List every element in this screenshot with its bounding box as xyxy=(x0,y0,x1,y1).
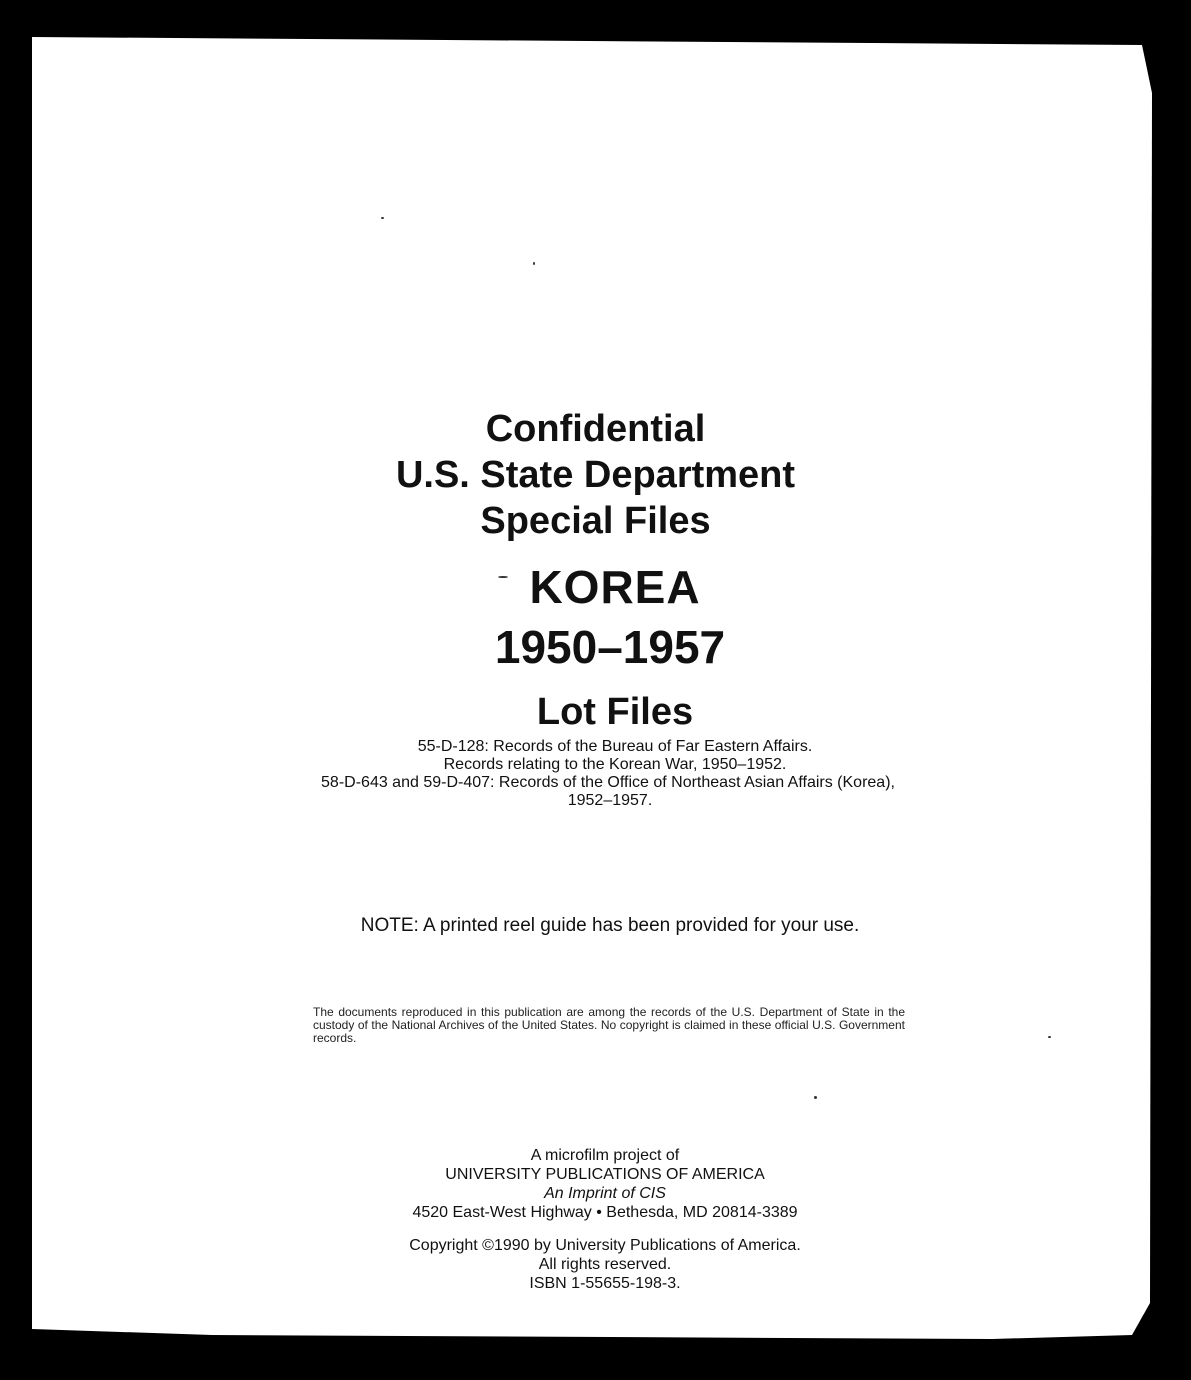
lot-files-heading: Lot Files xyxy=(536,691,694,733)
copyright-line: Copyright ©1990 by University Publications of America. xyxy=(409,1237,801,1254)
dust-speck xyxy=(814,1096,817,1099)
years-heading: 1950–1957 xyxy=(494,621,726,673)
lot-files-line: 1952–1957. xyxy=(567,792,653,809)
subject-block xyxy=(0,560,1191,674)
copyright-block xyxy=(0,1236,1191,1293)
publisher-name: UNIVERSITY PUBLICATIONS OF AMERICA xyxy=(445,1166,765,1183)
publisher-line-1: A microfilm project of xyxy=(530,1147,680,1164)
isbn-line: ISBN 1-55655-198-3. xyxy=(529,1275,681,1292)
rights-line: All rights reserved. xyxy=(538,1256,672,1273)
title-line-3: Special Files xyxy=(480,500,711,542)
title-line-1: Confidential xyxy=(485,408,706,450)
publisher-block xyxy=(0,1146,1191,1222)
subject-heading: KOREA xyxy=(529,561,701,613)
lot-files-line: Records relating to the Korean War, 1950–1952. xyxy=(443,756,787,773)
document-title xyxy=(0,406,1191,544)
lot-files-heading-block xyxy=(0,690,1191,734)
title-line-2: U.S. State Department xyxy=(395,454,796,496)
lot-files-line: 58-D-643 and 59-D-407: Records of the Office of Northeast Asian Affairs (Korea), xyxy=(321,774,895,791)
copyright-disclaimer: The documents reproduced in this publication are among the records of the U.S. Department of State in the custody of the National Archives of the United States. No copyright is claimed in these official U.S. Government records. xyxy=(313,1005,905,1045)
lot-files-line: 55-D-128: Records of the Bureau of Far Eastern Affairs. xyxy=(417,738,813,755)
dust-speck xyxy=(533,262,535,265)
lot-files-list xyxy=(0,738,1191,810)
dust-speck xyxy=(1048,1036,1051,1038)
publisher-address: 4520 East-West Highway • Bethesda, MD 20814-3389 xyxy=(412,1204,798,1221)
dust-speck xyxy=(381,217,384,219)
publisher-imprint: An Imprint of CIS xyxy=(544,1185,666,1202)
reel-guide-note: NOTE: A printed reel guide has been provided for your use. xyxy=(360,915,860,936)
